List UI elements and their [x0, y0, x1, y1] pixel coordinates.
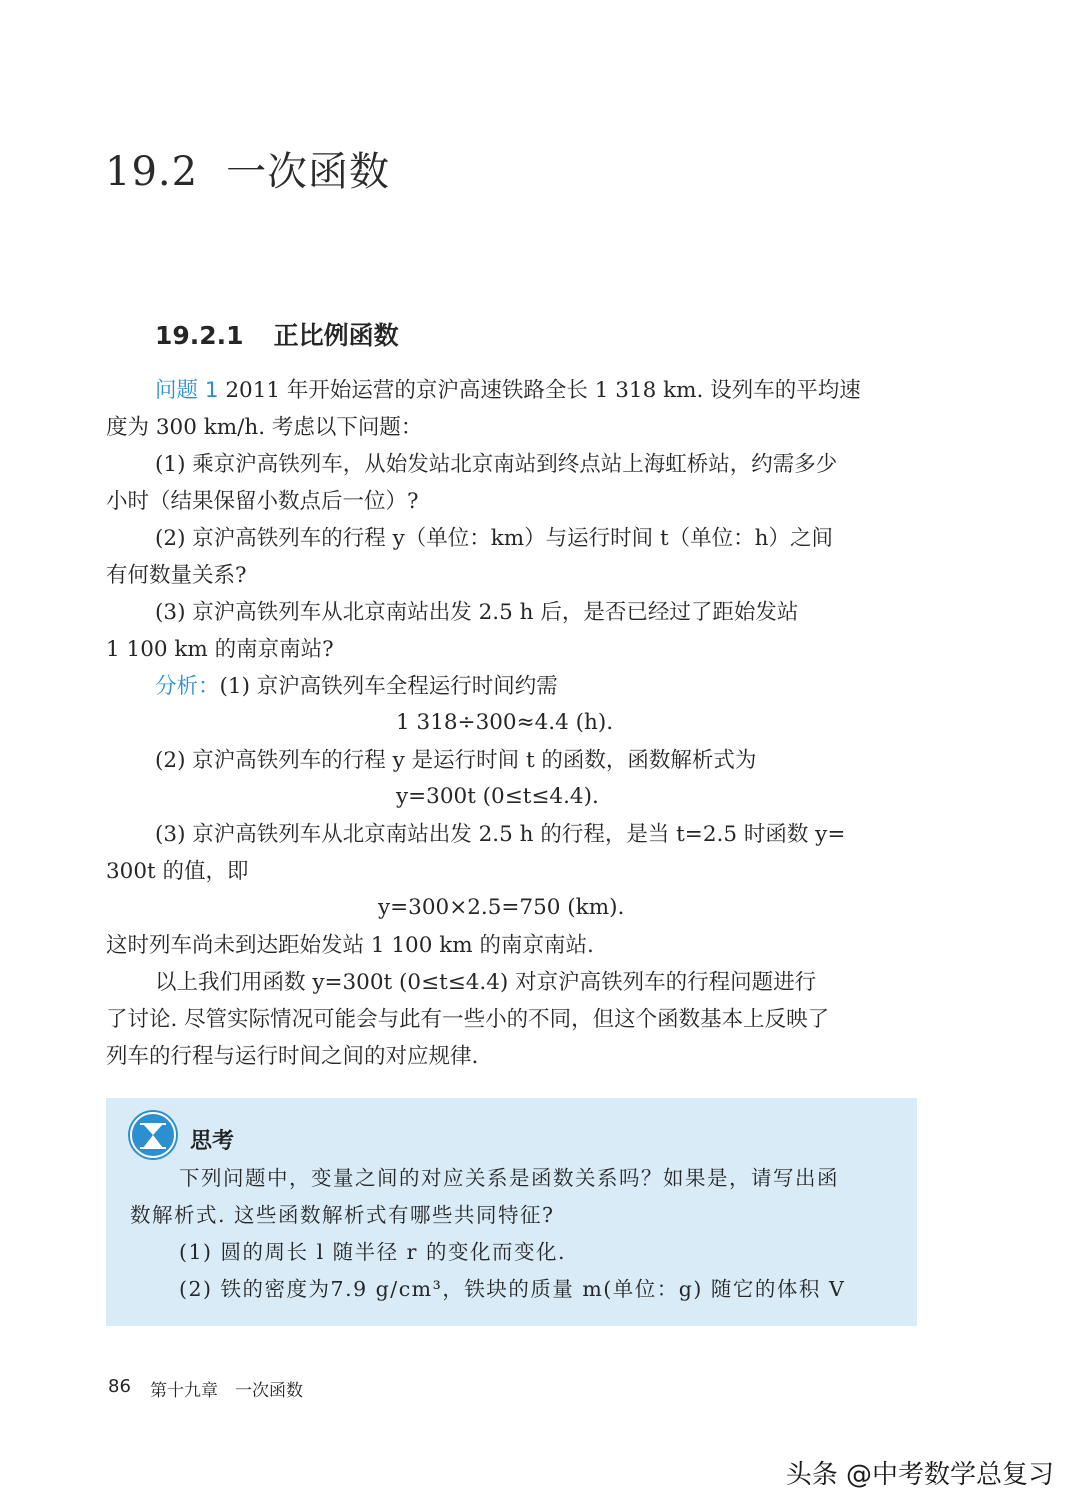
section-title	[105, 140, 390, 197]
problem-line-1	[155, 372, 861, 409]
conclusion-line-1: 以上我们用函数 y=300t (0≤t≤4.4) 对京沪高铁列车的行程问题进行	[155, 970, 817, 995]
think-icon	[128, 1110, 178, 1160]
problem-label: 问题 1	[155, 378, 219, 403]
subsection-title	[155, 316, 399, 352]
conclusion-line-3: 列车的行程与运行时间之间的对应规律.	[106, 1044, 479, 1069]
think-line-2: 数解析式. 这些函数解析式有哪些共同特征?	[130, 1203, 555, 1227]
analysis-line-3b: 300t 的值，即	[106, 859, 249, 884]
question-2b: 有何数量关系?	[106, 563, 247, 588]
think-line-3: (1) 圆的周长 l 随半径 r 的变化而变化.	[179, 1240, 566, 1264]
think-line-1: 下列问题中，变量之间的对应关系是函数关系吗？如果是，请写出函	[179, 1166, 839, 1190]
think-line-4: (2) 铁的密度为7.9 g/cm³，铁块的质量 m(单位：g) 随它的体积 V	[179, 1277, 846, 1301]
analysis-text-1: (1) 京沪高铁列车全程运行时间约需	[219, 674, 558, 699]
subsection-name: 正比例函数	[273, 321, 399, 350]
question-1a: (1) 乘京沪高铁列车，从始发站北京南站到终点站上海虹桥站，约需多少	[155, 452, 838, 477]
analysis-line-2: (2) 京沪高铁列车的行程 y 是运行时间 t 的函数，函数解析式为	[155, 748, 757, 773]
conclusion-line-2: 了讨论. 尽管实际情况可能会与此有一些小的不同，但这个函数基本上反映了	[106, 1007, 830, 1032]
think-title: 思考	[190, 1129, 235, 1154]
problem-line-2: 度为 300 km/h. 考虑以下问题：	[106, 415, 423, 440]
question-3a: (3) 京沪高铁列车从北京南站出发 2.5 h 后，是否已经过了距始发站	[155, 600, 799, 625]
section-number: 19.2	[105, 149, 199, 195]
analysis-line-3c: 这时列车尚未到达距始发站 1 100 km 的南京南站.	[106, 933, 594, 958]
question-1b: 小时（结果保留小数点后一位）?	[106, 489, 419, 514]
question-3b: 1 100 km 的南京南站?	[106, 637, 334, 662]
section-name: 一次函数	[226, 149, 391, 195]
problem-text-1: 2011 年开始运营的京沪高速铁路全长 1 318 km. 设列车的平均速	[218, 378, 861, 403]
equation-1: 1 318÷300≈4.4 (h).	[396, 710, 614, 735]
equation-3: y=300×2.5=750 (km).	[378, 895, 625, 920]
chapter-footer: 第十九章 一次函数	[150, 1381, 303, 1401]
analysis-label: 分析：	[155, 674, 220, 699]
analysis-line-1	[155, 668, 558, 705]
watermark: 头条 @中考数学总复习	[785, 1460, 1054, 1490]
equation-2: y=300t (0≤t≤4.4).	[396, 784, 599, 809]
page-number: 86	[108, 1376, 131, 1397]
analysis-line-3a: (3) 京沪高铁列车从北京南站出发 2.5 h 的行程，是当 t=2.5 时函数 y=	[155, 822, 846, 847]
subsection-number: 19.2.1	[155, 321, 244, 350]
question-2a: (2) 京沪高铁列车的行程 y（单位：km）与运行时间 t（单位：h）之间	[155, 526, 834, 551]
